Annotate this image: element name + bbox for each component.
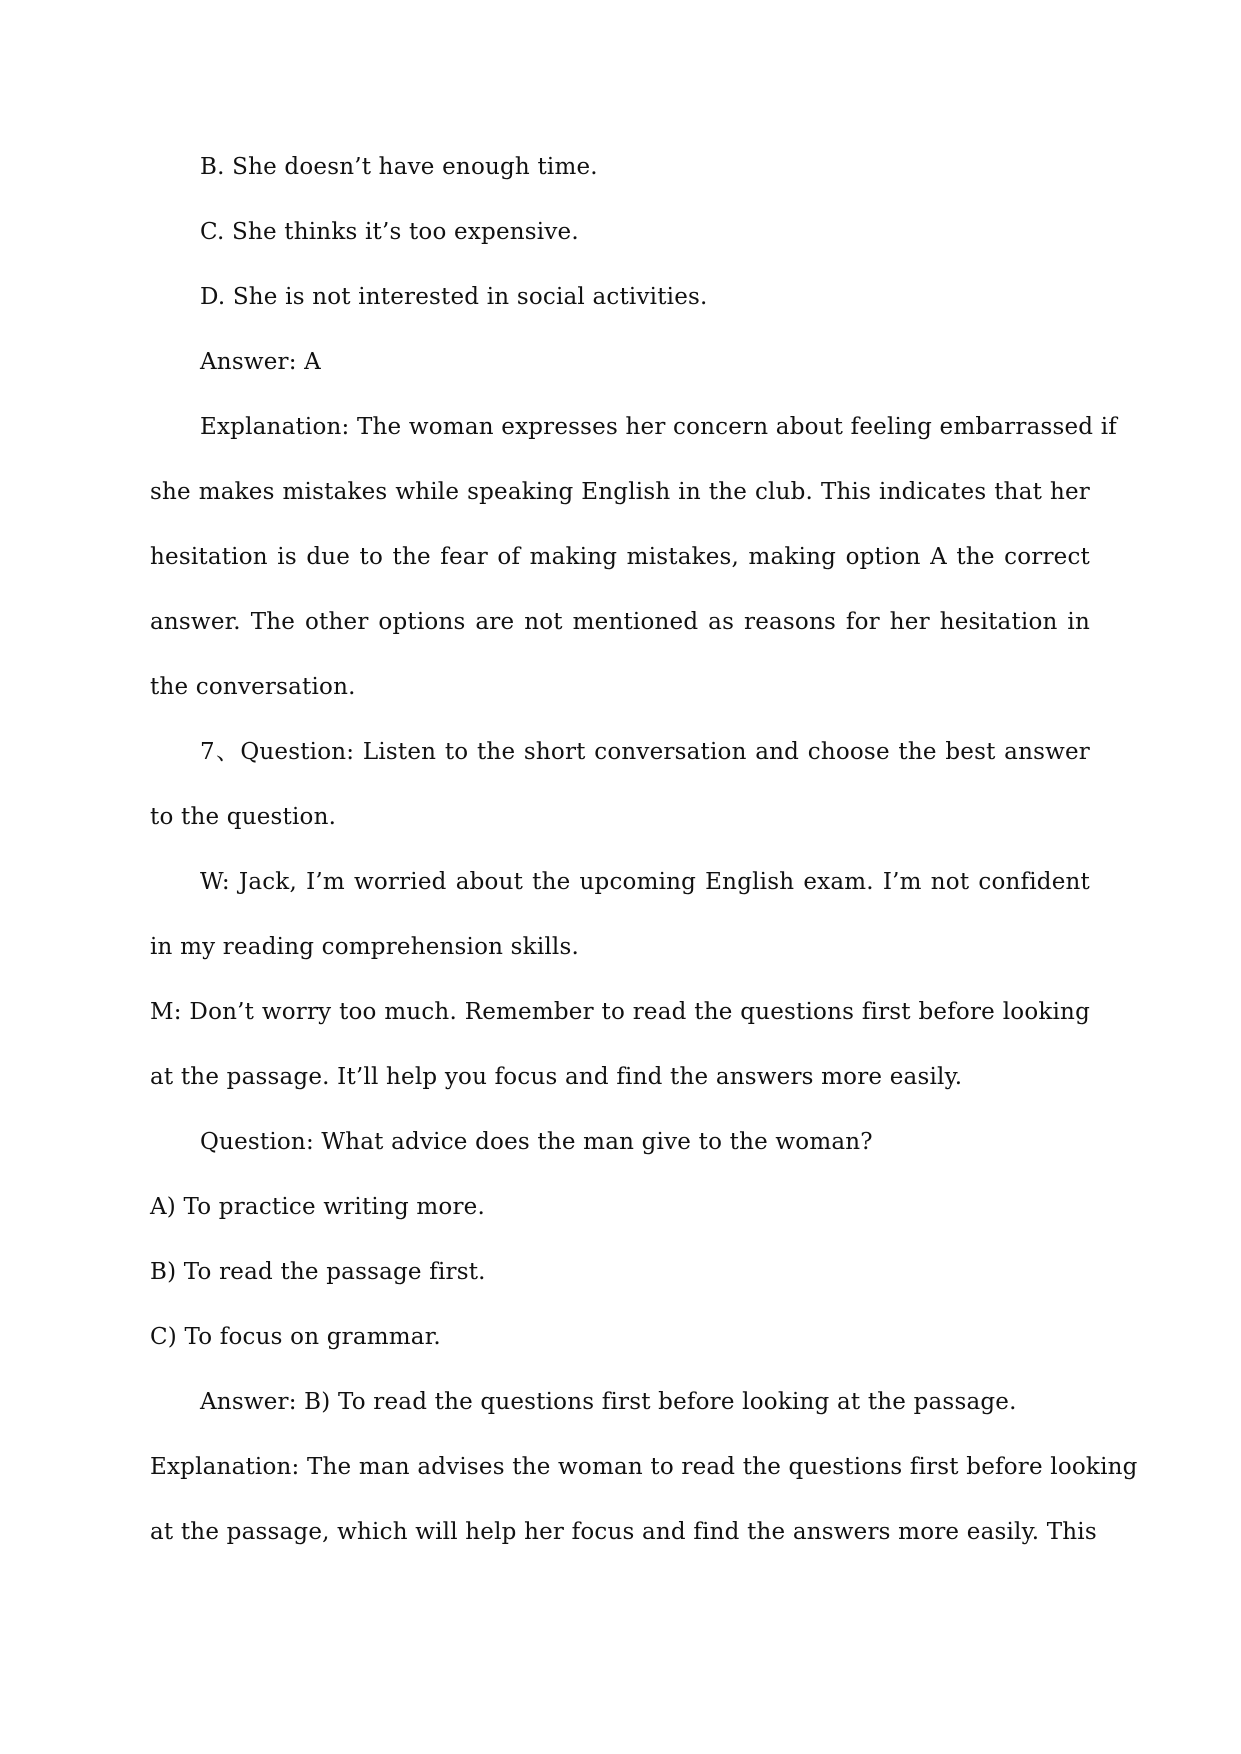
question-prompt: 7、Question: Listen to the short conversation and choose the best answer	[200, 739, 1090, 765]
explanation-line: Explanation: The woman expresses her concern about feeling embarrassed if	[200, 414, 1118, 440]
option-d-text: D. She is not interested in social activities.	[200, 284, 708, 310]
question-prompt: to the question.	[150, 804, 337, 830]
explanation-line: answer. The other options are not mentioned as reasons for her hesitation in	[150, 609, 1090, 635]
option-a-text: A) To practice writing more.	[150, 1194, 485, 1220]
dialogue-line-woman: W: Jack, I’m worried about the upcoming English exam. I’m not confident	[200, 869, 1090, 895]
option-b-text: B. She doesn’t have enough time.	[200, 154, 598, 180]
answer-text: Answer: B) To read the questions first before looking at the passage.	[200, 1389, 1017, 1415]
dialogue-line-woman: in my reading comprehension skills.	[150, 934, 579, 960]
question-text: Question: What advice does the man give to the woman?	[200, 1129, 873, 1155]
option-b-text: B) To read the passage first.	[150, 1259, 486, 1285]
explanation-line: Explanation: The man advises the woman to read the questions first before looking	[150, 1454, 1138, 1480]
option-c-text: C) To focus on grammar.	[150, 1324, 441, 1350]
dialogue-line-man: at the passage. It’ll help you focus and find the answers more easily.	[150, 1064, 963, 1090]
option-c-text: C. She thinks it’s too expensive.	[200, 219, 579, 245]
dialogue-line-man: M: Don’t worry too much. Remember to read the questions first before looking	[150, 999, 1090, 1025]
explanation-line: at the passage, which will help her focus and find the answers more easily. This	[150, 1519, 1097, 1545]
explanation-line: hesitation is due to the fear of making mistakes, making option A the correct	[150, 544, 1090, 570]
explanation-line: she makes mistakes while speaking English in the club. This indicates that her	[150, 479, 1090, 505]
explanation-line: the conversation.	[150, 674, 356, 700]
answer-text: Answer: A	[200, 349, 321, 375]
